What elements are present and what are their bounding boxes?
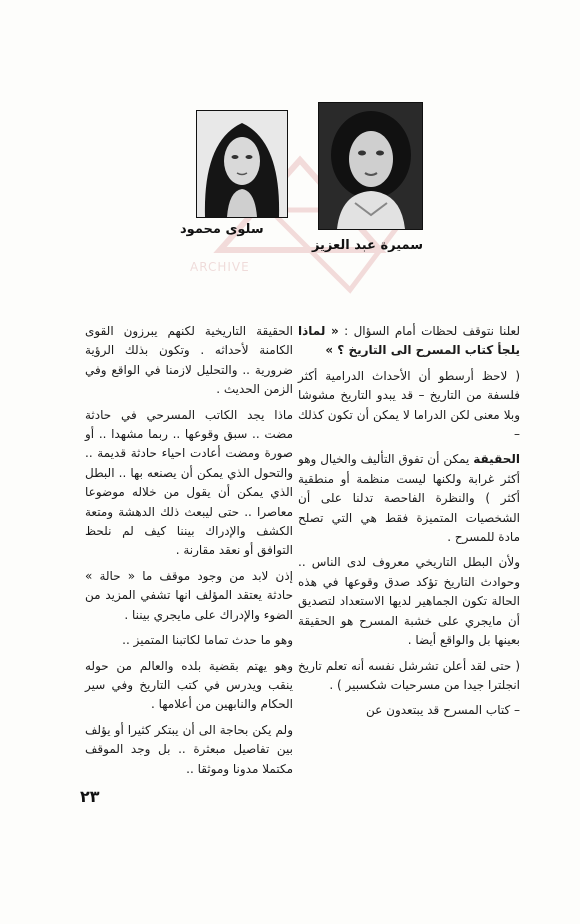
article-column-left bbox=[85, 322, 293, 785]
paragraph bbox=[298, 367, 520, 445]
paragraph-text: ( لاحظ أرسطو أن الأحداث الدرامية أكثر فلسفة من التاريخ – قد يبدو التاريخ مشوشا وبلا معنى لكن الدراما لا يمكن أن تكون كذلك – bbox=[298, 368, 520, 442]
paragraph-text: الحقيقة التاريخية لكنهم يبرزون القوى الكامنة لأحداثه . وتكون بذلك الرؤية ضرورية .. والتحليل لازمنا في الواقع وفي الزمن الحديث . bbox=[85, 324, 293, 397]
paragraph-text: وهو ما حدث تماما لكاتبنا المتميز .. bbox=[122, 633, 293, 648]
paragraph bbox=[298, 450, 520, 547]
paragraph bbox=[298, 701, 520, 720]
paragraph bbox=[298, 322, 520, 361]
paragraph-lead: لعلنا نتوقف لحظات أمام السؤال : bbox=[344, 324, 520, 338]
paragraph-text: إذن لابد من وجود موقف ما « حالة » حادثة يعتقد المؤلف انها تشفي المزيد من الضوء والإدراك على مايجري بيننا . bbox=[85, 568, 293, 622]
paragraph bbox=[85, 657, 293, 715]
page-number: ٢٣ bbox=[80, 787, 100, 806]
paragraph bbox=[85, 721, 293, 779]
paragraph-text: ولأن البطل التاريخي معروف لدى الناس .. وحوادث التاريخ تؤكد صدق وقوعها في هذه الحالة تكون الجماهير لديها الاستعداد لتصديق أن مايجري على خشبة المسرح هو الحقيقة بعينها بل والواقع أيضا . bbox=[298, 555, 520, 648]
portrait-photo-salwa bbox=[196, 110, 288, 218]
paragraph-text: ماذا يجد الكاتب المسرحي في حادثة مضت .. سبق وقوعها .. ربما مشهدا .. أو صورة ومضت أعادت احياء حادثة قديمة .. والتحول الذي يمكن أن يصنعه بها .. البطل الذي يمكن أن يقول من خلاله موضوعا معاصرا .. حتى ليبعث ذلك الدهشة ومتعة الكشف والإدراك بيننا كيف لم نلحظ التوافق أو نعقد مقارنة . bbox=[85, 407, 293, 558]
paragraph-text: وهو يهتم بقضية بلده والعالم من حوله ينقب ويدرس في كتب التاريخ وفي سير الحكام والنابهين من أعلامها . bbox=[85, 658, 293, 712]
paragraph-text: – كتاب المسرح قد يبتعدون عن bbox=[366, 703, 520, 718]
paragraph bbox=[298, 657, 520, 696]
paragraph-text: ولم يكن بحاجة الى أن يبتكر كثيرا أو يؤلف بين تفاصيل مبعثرة .. بل وجد الموقف مكتملا مدونا وموثقا .. bbox=[85, 722, 293, 776]
paragraph-text: يمكن أن تفوق التأليف والخيال وهو أكثر غرابة ولكنها ليست منظمة أو منطقية أكثر ) والنظرة الفاحصة تدلنا على أن الشخصيات المتميزة فقط هي التي تصلح مادة للمسرح . bbox=[298, 452, 520, 545]
paragraph bbox=[85, 567, 293, 625]
portrait-photo-samira bbox=[318, 102, 423, 230]
paragraph-bold: الحقيقة bbox=[473, 452, 520, 467]
photo-caption-salwa: سلوى محمود bbox=[180, 222, 264, 237]
paragraph bbox=[85, 406, 293, 561]
watermark-text: ARCHIVE bbox=[190, 260, 250, 274]
paragraph-text: ( حتى لقد أعلن تشرشل نفسه أنه تعلم تاريخ انجلترا جيدا من مسرحيات شكسبير ) . bbox=[298, 658, 520, 692]
paragraph bbox=[85, 631, 293, 650]
article-column-right bbox=[298, 322, 520, 727]
paragraph bbox=[298, 553, 520, 650]
photo-caption-samira: سميرة عبد العزيز bbox=[311, 238, 424, 253]
paragraph bbox=[85, 322, 293, 400]
paragraph-bold: « لماذا يلجأ كتاب المسرح الى التاريخ ؟ » bbox=[298, 324, 520, 358]
